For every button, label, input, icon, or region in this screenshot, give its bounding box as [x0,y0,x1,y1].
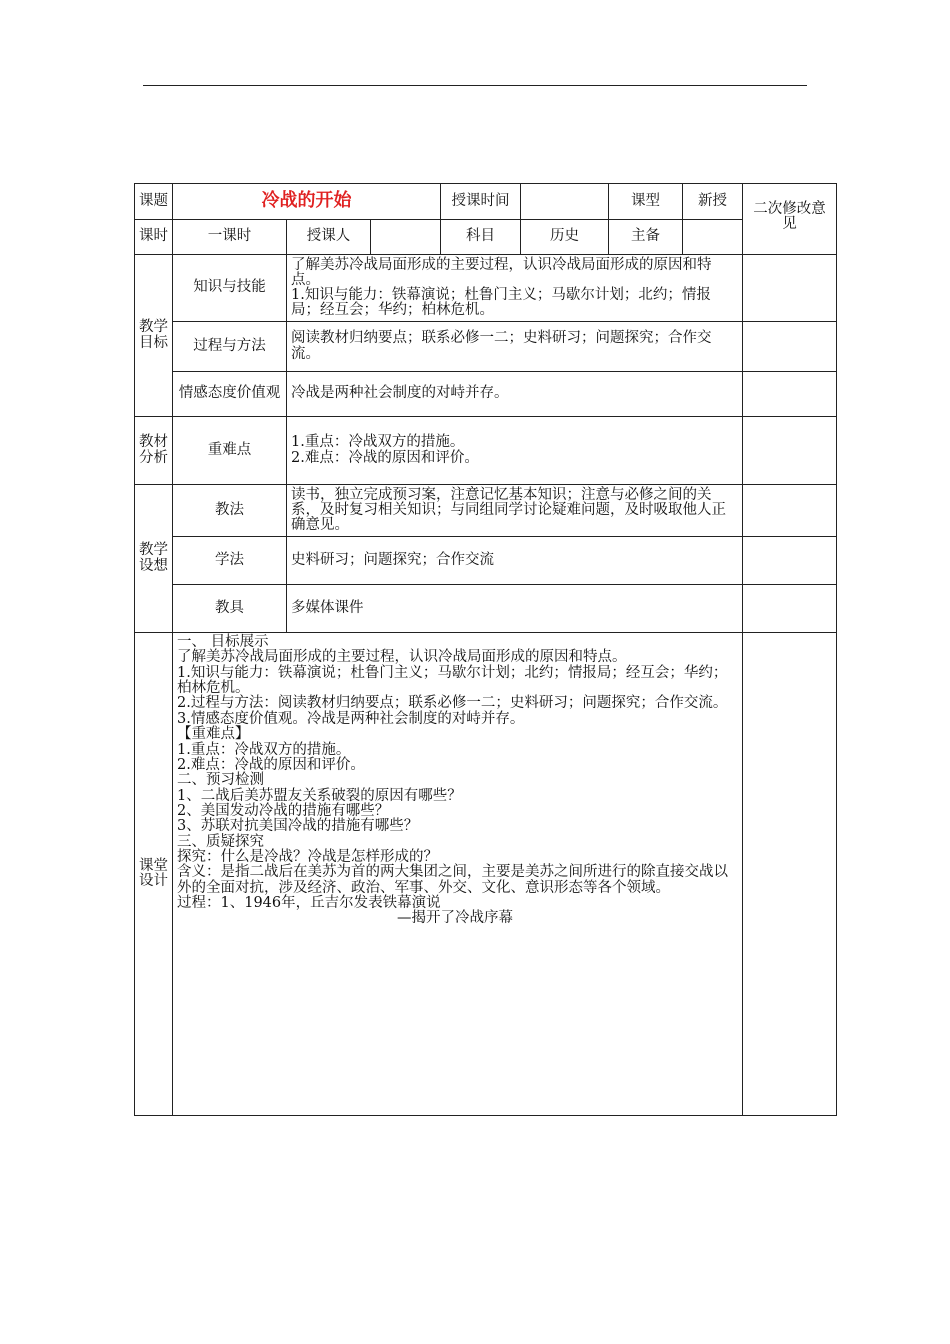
period-label: 课时 [135,220,173,255]
key-point-line: 2.难点：冷战的原因和评价。 [291,449,479,466]
analysis-section-label: 教材分析 [135,417,173,485]
revision-cell [743,633,837,1116]
lesson-line: 了解美苏冷战局面形成的主要过程，认识冷战局面形成的原因和特点。 [177,649,627,666]
revision-cell [743,255,837,322]
revision-cell [743,322,837,372]
process-label: 过程与方法 [173,322,287,372]
lesson-line: 过程：1、1946年，丘吉尔发表铁幕演说 [177,895,441,912]
lesson-line: 1.重点：冷战双方的措施。 [177,741,351,758]
lesson-line: 2、美国发动冷战的措施有哪些？ [177,802,390,819]
knowledge-label: 知识与技能 [173,255,287,322]
lesson-title: 冷战的开始 [173,184,441,220]
lesson-section-label: 课堂设计 [135,633,173,1116]
type-value: 新授 [683,184,743,220]
tools-label: 教具 [173,585,287,633]
lesson-line: 含义：是指二战后在美苏为首的两大集团之间，主要是美苏之间所进行的除直接交战以外的全面对抗，涉及经济、政治、军事、外交、文化、意识形态等各个领域。 [177,864,728,896]
lead-label: 主备 [609,220,683,255]
lead-value [683,220,743,255]
teacher-label: 授课人 [287,220,371,255]
lesson-line: 【重难点】 [177,726,250,743]
key-points-label: 重难点 [173,417,287,485]
teacher-value [371,220,441,255]
header-rule [143,85,807,86]
knowledge-content [287,255,743,322]
lesson-line: 探究：什么是冷战？冷战是怎样形成的？ [177,849,438,866]
knowledge-line: 1.知识与能力：铁幕演说；杜鲁门主义；马歇尔计划；北约；情报局；经互会；华约；柏林危机。 [291,287,711,319]
lesson-line: 3、苏联对抗美国冷战的措施有哪些？ [177,818,419,835]
revision-cell [743,485,837,537]
lesson-line: 2.过程与方法：阅读教材归纳要点；联系必修一二；史料研习；问题探究；合作交流。 [177,695,728,712]
topic-label: 课题 [135,184,173,220]
revision-cell [743,372,837,417]
lesson-line: 2.难点：冷战的原因和评价。 [177,756,365,773]
subject-value: 历史 [521,220,609,255]
method-label: 教法 [173,485,287,537]
revision-header: 二次修改意见 [743,184,837,255]
subject-label: 科目 [441,220,521,255]
key-points-content [287,417,743,485]
revision-cell [743,585,837,633]
lesson-line-indented: —揭开了冷战序幕 [397,910,513,927]
emotion-content: 冷战是两种社会制度的对峙并存。 [287,372,743,417]
knowledge-line: 了解美苏冷战局面形成的主要过程，认识冷战局面形成的原因和特点。 [291,256,712,288]
lesson-line: 1.知识与能力：铁幕演说；杜鲁门主义；马歇尔计划；北约；情报局；经互会；华约；柏林危机。 [177,664,728,697]
lesson-line: 1、二战后美苏盟友关系破裂的原因有哪些？ [177,787,462,804]
objectives-section-label: 教学目标 [135,255,173,417]
tools-content: 多媒体课件 [287,585,743,633]
method-content: 读书，独立完成预习案，注意记忆基本知识；注意与必修之间的关系，及时复习相关知识；与同组同学讨论疑难问题，及时吸取他人正确意见。 [287,485,743,537]
time-label: 授课时间 [441,184,521,220]
revision-cell [743,537,837,585]
lesson-content [173,633,743,1116]
lesson-line: 三、质疑探究 [177,833,264,850]
lesson-line: 二、预习检测 [177,772,264,789]
design-section-label: 教学设想 [135,485,173,633]
revision-cell [743,417,837,485]
period-value: 一课时 [173,220,287,255]
study-content: 史料研习；问题探究；合作交流 [287,537,743,585]
lesson-line: 一、 目标展示 [177,634,269,650]
lesson-plan-table [134,183,837,1116]
type-label: 课型 [609,184,683,220]
process-content: 阅读教材归纳要点；联系必修一二；史料研习；问题探究；合作交流。 [287,322,743,372]
study-label: 学法 [173,537,287,585]
lesson-line: 3.情感态度价值观。冷战是两种社会制度的对峙并存。 [177,710,525,727]
key-point-line: 1.重点：冷战双方的措施。 [291,434,465,451]
emotion-label: 情感态度价值观 [173,372,287,417]
time-value [521,184,609,220]
